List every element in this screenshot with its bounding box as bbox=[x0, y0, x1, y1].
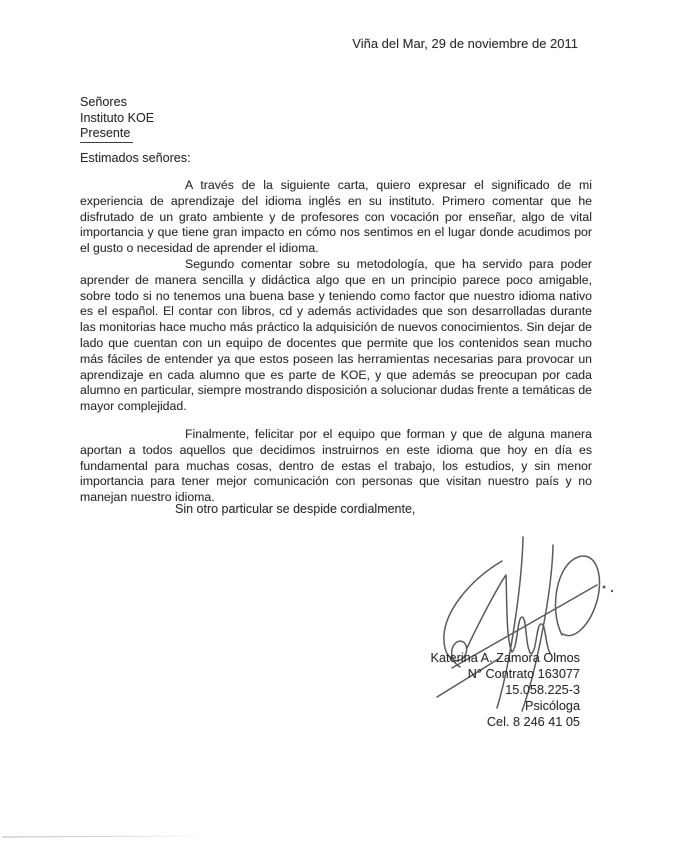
letter-salutation: Estimados señores: bbox=[80, 151, 191, 165]
paragraph-3: Finalmente, felicitar por el equipo que forman y que de alguna manera aportan a todos aquellos que decidimos instruirnos en este idioma que hoy en día es fundamental para muchas cosas, dentro de estas el trabajo, los estudios, y sin menor importancia para tener mejor comunicación con personas que visitan nuestro país y no manejan nuestro idioma. bbox=[80, 426, 592, 505]
presente-underlined-text: Presente bbox=[80, 126, 133, 143]
signature-right-oval bbox=[555, 556, 599, 636]
recipient-presente-line bbox=[80, 126, 154, 143]
signer-profession: Psicóloga bbox=[524, 698, 580, 713]
letter-date: Viña del Mar, 29 de noviembre de 2011 bbox=[352, 36, 578, 51]
signer-phone: Cel. 8 246 41 05 bbox=[486, 714, 580, 729]
recipient-institution: Instituto KOE bbox=[80, 110, 155, 125]
signer-id-number: 15.058.225-3 bbox=[505, 682, 580, 697]
signature-dot-2 bbox=[611, 590, 613, 592]
letter-closing: Sin otro particular se despide cordialmente, bbox=[175, 502, 416, 516]
signature-zigzag bbox=[467, 575, 550, 654]
recipient-block bbox=[80, 95, 154, 143]
paragraph-2: Segundo comentar sobre su metodología, que ha servido para poder aprender de manera sencilla y didáctica algo que en un principio parece poco amigable, sobre todo si no tenemos una buena base y teniendo como factor que nuestro idioma nativo es el español. El contar con libros, cd y además actividades que son desarrolladas durante las monitorias hace mucho más práctico la adquisición de nuevos conocimientos. Sin dejar de lado que cuentan con un equipo de docentes que permite que los contenidos sean mucho más fáciles de entender ya que estos poseen las herramientas necesarias para provocar un aprendizaje en cada alumno que es parte de KOE, y que además se preocupan por cada alumno en particular, siempre mostrando disposición a solucionar dudas frente a temáticas de mayor complejidad. bbox=[80, 256, 592, 414]
letter-body bbox=[80, 178, 592, 506]
signer-name: Katerina A. Zamora Olmos bbox=[430, 651, 580, 665]
signature-dot-1 bbox=[603, 586, 606, 589]
signer-contract-number: N° Contrato 163077 bbox=[467, 666, 580, 681]
recipient-salutation-word: Señores bbox=[80, 95, 127, 109]
paragraph-1: A través de la siguiente carta, quiero expresar el significado de mi experiencia de aprendizaje del idioma inglés en su instituto. Primero comentar que he disfrutado de un grato ambiente y de profesores con vocación por enseñar, algo de vital importancia y que tiene gran impacto en cómo nos sentimos en el lugar donde acudimos por el gusto o necesidad de aprender el idioma. bbox=[80, 178, 592, 256]
signature-block bbox=[431, 651, 581, 731]
scan-artifact-line bbox=[2, 836, 207, 838]
